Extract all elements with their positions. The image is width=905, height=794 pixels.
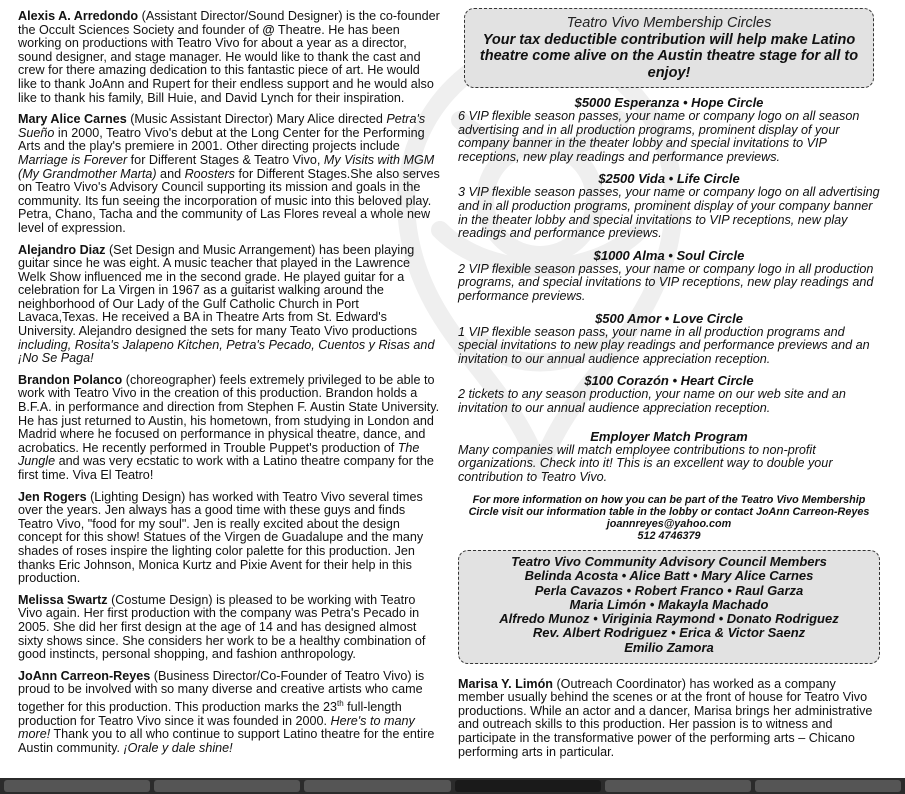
tier-description: 6 VIP flexible season passes, your name or company logo on all season advertising and in all production programs, prominent display of your company banner in the theater lobby and special invitations to VIP receptions, new play readings and performance previews. [458,109,860,164]
bio-name: Melissa Swartz [18,592,108,607]
bio-text: (Lighting Design) has worked with Teatro Vivo several times over the years. Jen always has a good time with these guys and finds Teatro Vivo, "food for my soul". Jen is really excited about the design concept for this show! Statues of the Virgen de Guadalupe and the many shades of roses inspire the lighting color palette for this production. Jen thanks Eric Johnson, Monica Kurtz and Pixie Avent for their help in this production. [18,489,424,586]
bio-paragraph [18,670,440,756]
bio-text: (Assistant Director/Sound Designer) is the co-founder the Occult Sciences Society and founder of [18,9,440,37]
council-title: Teatro Vivo Community Advisory Council Members [511,554,827,570]
membership-column [458,8,880,759]
banner-subtitle: Your tax deductible contribution will help make Latino theatre come alive on the Austin theatre stage for all to enjoy! [479,31,859,81]
bio-text: Roosters [184,166,235,181]
tier-block [458,172,880,240]
bio-text: and was very ecstatic to work with a Latino theatre company for the first time. Viva El Teatro! [18,454,434,482]
bio-text: for Different Stages & Teatro Vivo, [127,152,324,167]
tier-description: Many companies will match employee contributions to non-profit organizations. Check into it! This is an excellent way to double your contribution to Teatro Vivo. [458,442,833,484]
banner-title: Teatro Vivo Membership Circles [566,15,772,31]
bio-text: including, Rosita's Jalapeno Kitchen, Petra's Pecado, Cuentos y Risas and ¡No Se Paga! [18,337,435,366]
tier-description: 2 VIP flexible season passes, your name or company logo in all production programs, and special invitations to VIP receptions, new play readings and performance previews. [458,261,874,303]
info-text: For more information on how you can be part of the Teatro Vivo Membership Circle visit our information table in the lobby or contact JoAnn Carreon-Reyes joannreyes@yahoo.com [468,494,870,531]
taskbar-button[interactable] [755,780,901,792]
tier-block [458,96,880,164]
bio-paragraph [18,10,440,105]
bio-text: for Different Stages.She also serves on Teatro Vivo's Advisory Council supporting its mission and goals in the community. Its fun seeing the incorporation of music into this beloved play. Petra, Chano, Tacha and the community of Las Flores reveal a whole new level of expression. [18,166,440,235]
bio-text: My Visits with MGM (My Grandmother Marta) [18,152,435,181]
tier-description: 3 VIP flexible season passes, your name or company logo on all advertising and in all production programs, prominent display of your company banner in the theater lobby and special invitations to VIP receptions, new play readings and performance previews. [458,185,880,241]
tier-heading: Employer Match Program [590,428,748,444]
bio-paragraph [18,594,440,662]
taskbar-button-active[interactable] [455,780,601,792]
bio-text: (Music Assistant Director) Mary Alice directed [126,112,387,127]
bio-text: full-length production for Teatro Vivo since it was founded in 2000. [18,700,402,728]
tier-description: 2 tickets to any season production, your name on our web site and an invitation to our annual audience appreciation reception. [458,387,846,415]
bio-marisa-limon [458,678,880,760]
bio-paragraph [18,374,440,483]
bio-text: (Outreach Coordinator) has worked as a company member usually behind the scenes or at the front of house for Teatro Vivo productions. While an actor and a dancer, Marisa brings her administrative and outreach skills to this production. Her passion is to witness and participate in the transformative power of the performing arts – Chicano performing arts in particular. [458,676,873,759]
bio-text: and [156,166,185,181]
bio-name: Jen Rogers [18,489,87,504]
bio-text: th [336,698,344,708]
info-note [458,494,880,542]
council-line: Alfredo Munoz • Viriginia Raymond • Donato Rodriguez [499,611,839,627]
council-line: Perla Cavazos • Robert Franco • Raul Garza [534,582,804,598]
bio-text: Petra's Sueño [18,112,426,140]
bio-name: Alejandro Diaz [18,242,106,257]
bio-name: Mary Alice Carnes [18,112,127,127]
tier-heading: $500 Amor • Love Circle [595,310,743,326]
bio-name: Brandon Polanco [18,372,123,387]
bio-text: Marriage is Forever [18,152,128,167]
tier-heading: $5000 Esperanza • Hope Circle [574,95,764,110]
bio-name: JoAnn Carreon-Reyes [18,668,151,683]
taskbar-button[interactable] [605,780,751,792]
bios-column [18,10,440,763]
bio-name: Marisa Y. Limón [458,676,553,691]
bio-text: (Costume Design) is pleased to be working with Teatro Vivo again. Her first production with the company was Petra's Pecado in 2005. She did her first design at the age of 14 and has designed almost sixty shows since. She considers her work to be a healthy combination of good instincts, personal shopping, and fashion anthropology. [18,592,426,662]
council-members [467,569,871,654]
bio-paragraph [18,491,440,586]
tier-block [458,312,880,367]
membership-banner [464,8,874,88]
bio-name: Alexis A. Arredondo [18,9,139,23]
tier-heading: $2500 Vida • Life Circle [598,171,740,187]
bio-text: The Jungle [18,440,420,469]
council-line: Maria Limón • Makayla Machado [569,596,769,612]
bio-text: @ [262,22,275,37]
taskbar-button[interactable] [154,780,300,792]
council-line: Belinda Acosta • Alice Batt • Mary Alice Carnes [524,568,814,584]
bio-text: in 2000, Teatro Vivo's debut at the Long Center for the Performing Arts and the play's premiere in 2001. Other directing projects include [18,125,425,154]
membership-tiers [458,96,880,484]
tier-description: 1 VIP flexible season pass, your name in all production programs and special invitations to new play readings and performance previews and an invitation to our annual audience appreciation reception. [458,324,870,366]
tier-heading: $1000 Alma • Soul Circle [593,247,745,263]
bio-text: Here's to many more! [18,713,415,742]
bio-paragraph [18,244,440,366]
bio-text: ¡Orale y dale shine! [123,740,233,755]
taskbar-button[interactable] [304,780,450,792]
bio-text: Theatre. He has been working on productions with Teatro Vivo for about a year as a director, sound designer, and stage manager. He would like to thank the cast and crew for there amazing dedication to this fantastic piece of art. He would like to thank JoAnn and Rupert for their endless support and he would also like to thank his family, Bill Huie, and David Lynch for their inspiration. [18,22,434,105]
tier-block [458,430,880,485]
bio-paragraph [18,113,440,235]
council-line: Rev. Albert Rodriguez • Erica & Victor Saenz [532,625,806,641]
advisory-council-box [458,550,880,663]
bio-text: (choreographer) feels extremely privileged to be able to work with Teatro Vivo in the creation of this production. Brandon holds a B.F.A. in performance and direction from Stephen F. Austin State University. He has just returned to Austin, his hometown, from studying in London and Madrid where he focused on performance in physical theatre, dance, and acrobatics. He recently performed in Trouble Puppet's production of [18,372,440,455]
bio-text: (Business Director/Co-Founder of Teatro Vivo) is proud to be involved with so many diverse and creative artists who came together for this production. This production marks the 23 [18,668,425,715]
taskbar-button[interactable] [4,780,150,792]
tier-block [458,249,880,304]
tier-block [458,374,880,415]
taskbar [0,778,905,794]
council-line: Emilio Zamora [624,639,714,655]
info-phone: 512 4746379 [637,530,701,543]
bio-text: (Set Design and Music Arrangement) has been playing guitar since he was eight. A music teacher that played in the Lawrence Welk Show influenced me in the second grade. He played guitar for a celebration for La Virgen in 1967 as a guitarist walking around the neighborhood of Our Lady of the Gulf Catholic Church in Port Lavaca,Texas. He received a BA in Theatre Arts from St. Edward's University. Alejandro designed the sets for many Teato Vivo productions [18,242,418,339]
tier-heading: $100 Corazón • Heart Circle [584,373,754,389]
bio-text: Thank you to all who continue to support Latino theatre for the entire Austin community. [18,727,435,755]
